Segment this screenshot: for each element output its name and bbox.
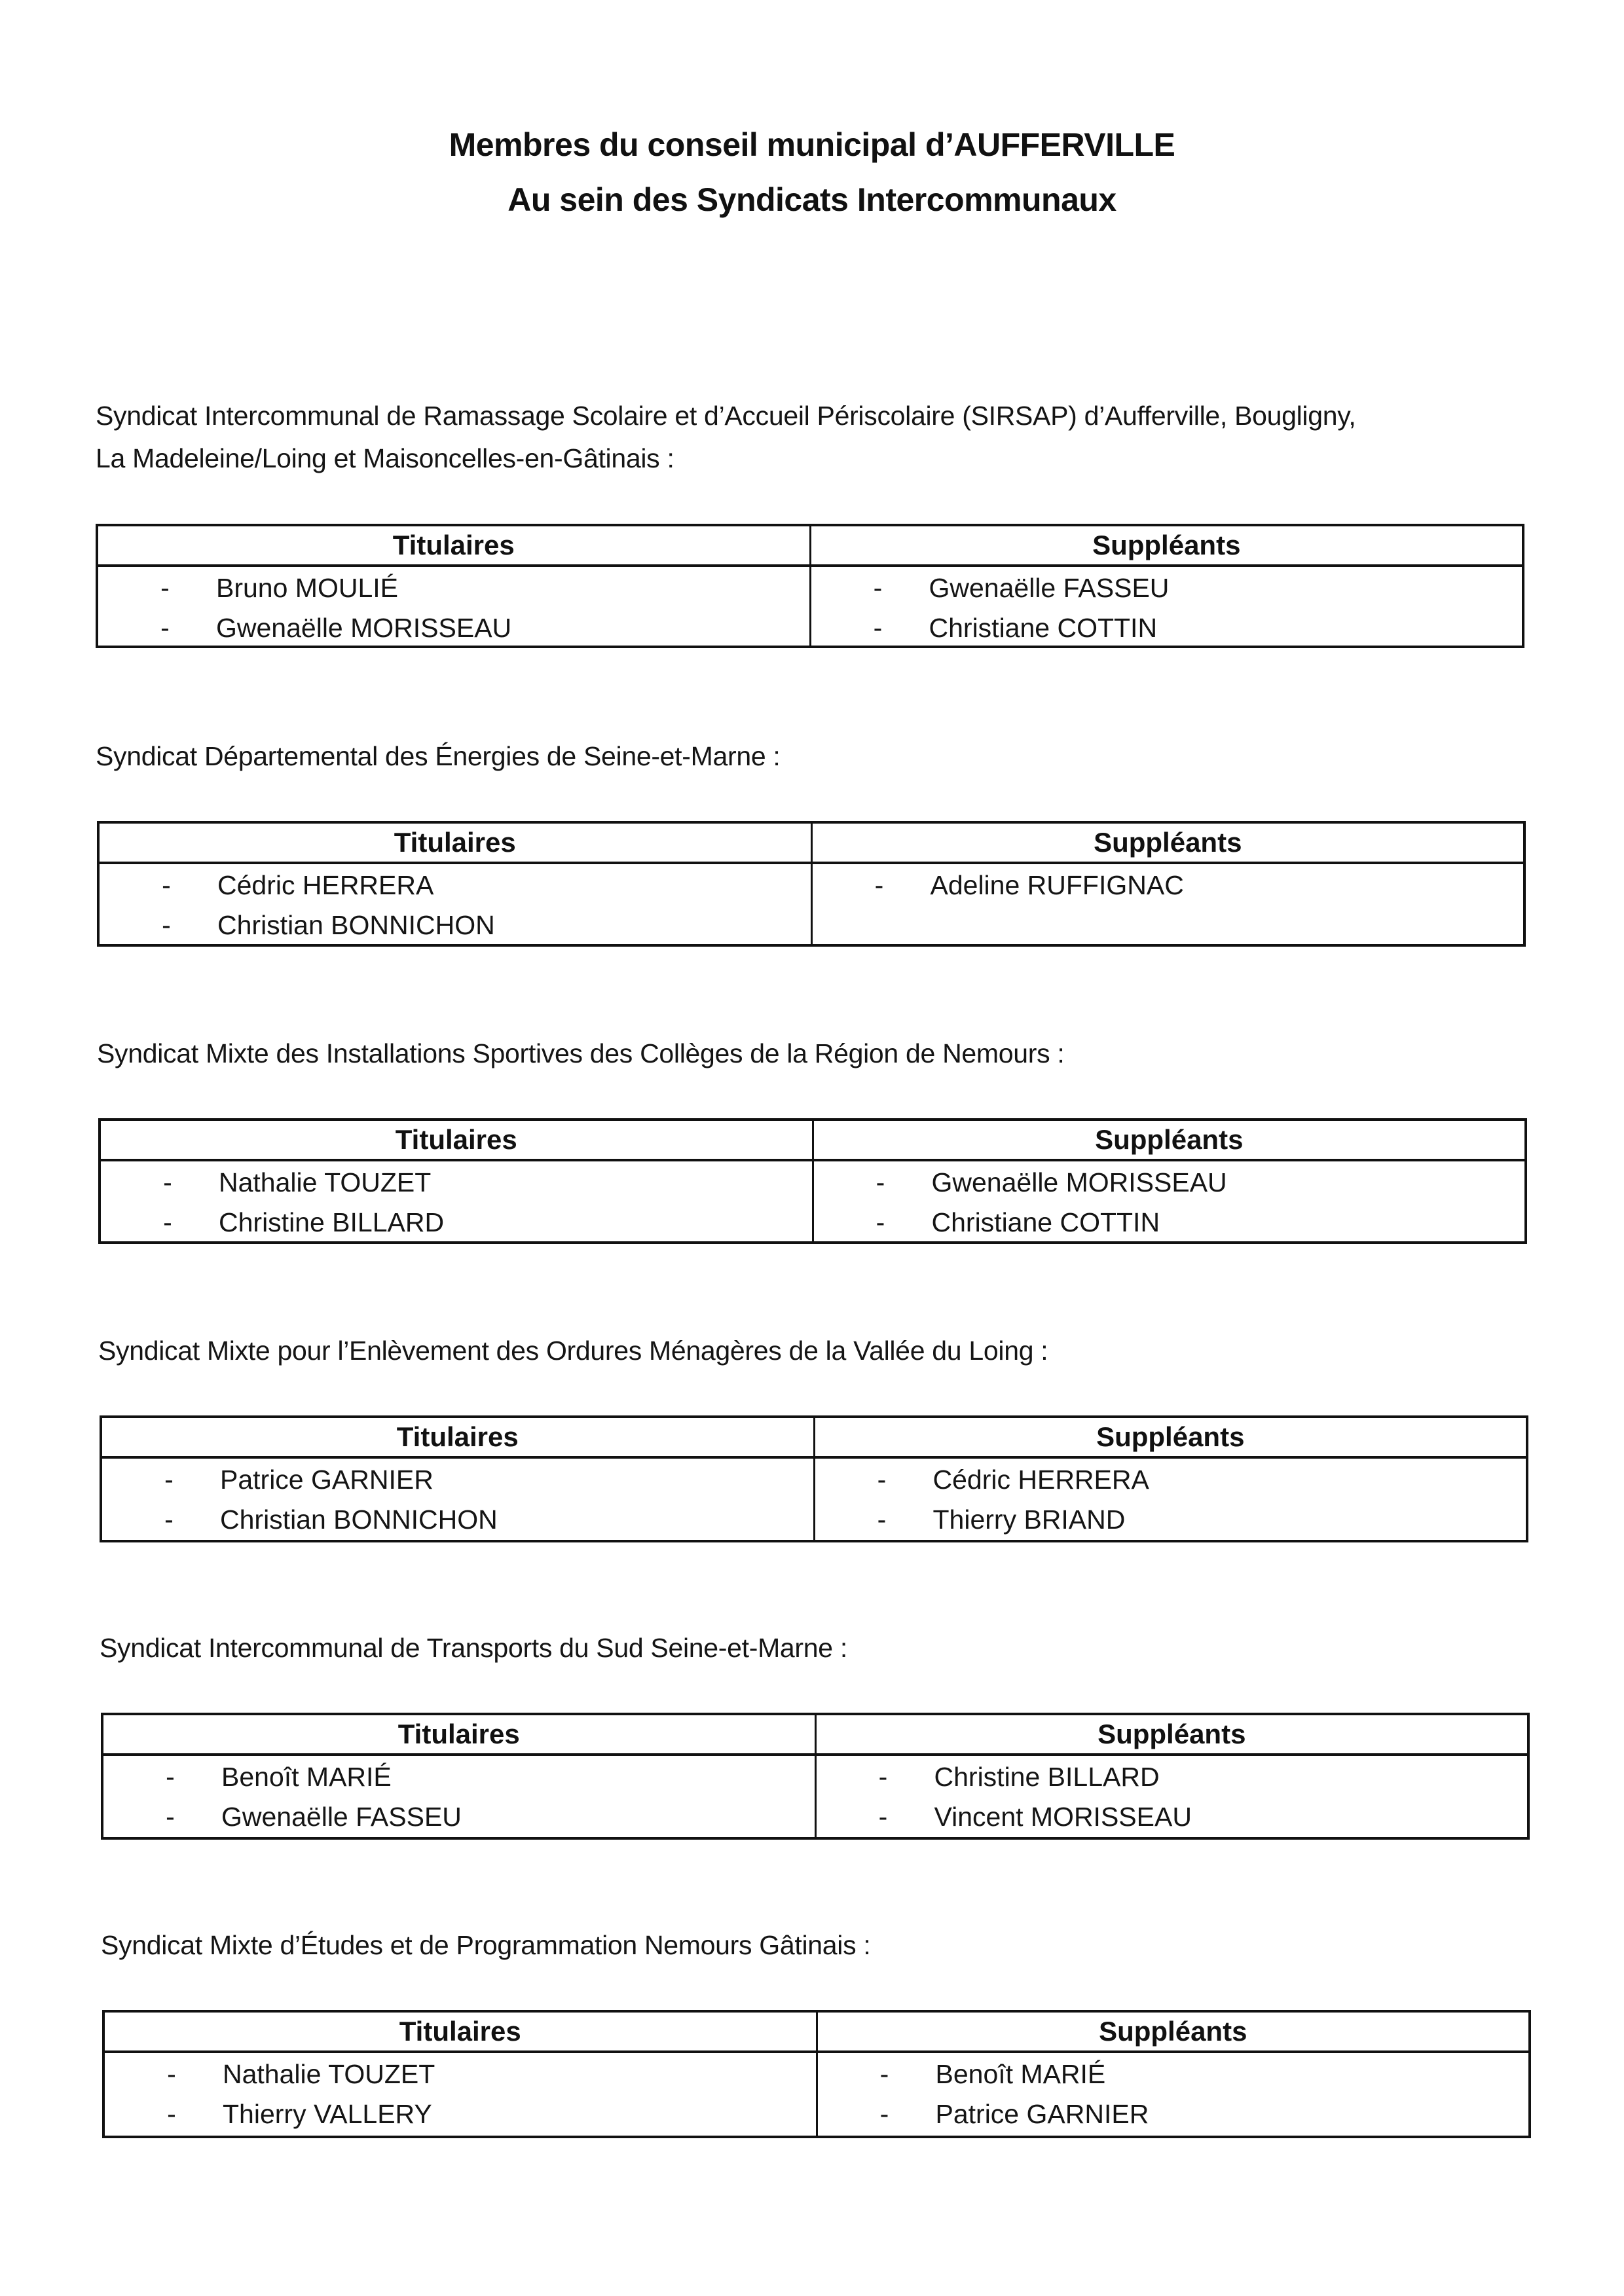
bullet-dash: -: [164, 1504, 174, 1535]
table-body: [100, 864, 1523, 944]
header-suppleants: Suppléants: [1094, 827, 1242, 858]
member-name: Nathalie TOUZET: [223, 2059, 435, 2089]
list-item: [813, 866, 1524, 905]
list-item: [811, 608, 1522, 648]
member-name: Christian BONNICHON: [220, 1504, 498, 1535]
table-body: [102, 1459, 1526, 1540]
list-item: [105, 2054, 816, 2094]
suppleants-column: [815, 1459, 1526, 1540]
section-heading-line2: La Madeleine/Loing et Maisoncelles-en-Gâtinais :: [96, 443, 674, 473]
section-heading: Syndicat Mixte pour l’Enlèvement des Ordures Ménagères de la Vallée du Loing :: [98, 1336, 1048, 1366]
bullet-dash: -: [879, 2099, 889, 2129]
members-table: [101, 1713, 1530, 1840]
section-heading: Syndicat Départemental des Énergies de Seine-et-Marne :: [96, 741, 781, 771]
titulaires-column: [100, 864, 813, 944]
list-item: [98, 568, 809, 608]
list-item: [818, 2054, 1529, 2094]
table-body: [105, 2053, 1528, 2136]
table-header: [102, 1418, 1526, 1459]
list-item: [817, 1797, 1528, 1837]
member-name: Christine BILLARD: [219, 1207, 445, 1237]
member-name: Christine BILLARD: [934, 1762, 1160, 1792]
member-name: Bruno MOULIÉ: [216, 573, 398, 603]
suppleants-column: [811, 567, 1522, 646]
table-header: [98, 526, 1522, 567]
members-table: [98, 1118, 1527, 1244]
header-titulaires: Titulaires: [105, 2013, 818, 2050]
bullet-dash: -: [877, 1504, 887, 1535]
member-name: Gwenaëlle MORISSEAU: [931, 1167, 1227, 1197]
list-item: [103, 1797, 815, 1837]
list-item: [817, 1757, 1528, 1797]
table-header: [100, 824, 1523, 864]
table-header: [103, 1715, 1527, 1756]
member-name: Christiane COTTIN: [929, 613, 1158, 643]
bullet-dash: -: [879, 2059, 889, 2089]
list-item: [100, 905, 811, 945]
list-item: [811, 568, 1522, 608]
list-item: [100, 866, 811, 905]
list-item: [814, 1163, 1525, 1203]
member-name: Patrice GARNIER: [220, 1465, 434, 1495]
document-subtitle: Au sein des Syndicats Intercommunaux: [507, 181, 1116, 218]
bullet-dash: -: [873, 613, 883, 643]
list-item: [101, 1203, 812, 1243]
bullet-dash: -: [876, 1207, 885, 1237]
member-name: Benoît MARIÉ: [935, 2059, 1106, 2089]
header-suppleants: Suppléants: [1096, 1421, 1245, 1452]
suppleants-column: [818, 2053, 1529, 2136]
list-item: [815, 1500, 1526, 1540]
bullet-dash: -: [163, 1207, 172, 1237]
titulaires-column: [98, 567, 811, 646]
table-header: [101, 1121, 1524, 1161]
table-body: [101, 1161, 1524, 1241]
member-name: Thierry VALLERY: [223, 2099, 432, 2129]
table-header: [105, 2013, 1528, 2053]
bullet-dash: -: [166, 1762, 175, 1792]
bullet-dash: -: [167, 2099, 176, 2129]
bullet-dash: -: [162, 910, 171, 940]
header-titulaires: Titulaires: [101, 1121, 814, 1159]
member-name: Christiane COTTIN: [931, 1207, 1160, 1237]
bullet-dash: -: [162, 870, 171, 900]
members-table: [97, 821, 1526, 947]
table-body: [98, 567, 1522, 646]
member-name: Gwenaëlle MORISSEAU: [216, 613, 512, 643]
list-item: [814, 1203, 1525, 1243]
bullet-dash: -: [878, 1762, 888, 1792]
titulaires-column: [103, 1756, 817, 1837]
header-suppleants: Suppléants: [1099, 2016, 1247, 2047]
member-name: Cédric HERRERA: [217, 870, 434, 900]
list-item: [98, 608, 809, 648]
member-name: Gwenaëlle FASSEU: [221, 1802, 462, 1832]
titulaires-column: [105, 2053, 818, 2136]
list-item: [103, 1757, 815, 1797]
members-table: [96, 524, 1524, 648]
titulaires-column: [101, 1161, 814, 1241]
members-table: [102, 2010, 1531, 2138]
bullet-dash: -: [163, 1167, 172, 1197]
header-titulaires: Titulaires: [103, 1715, 817, 1753]
section-heading: Syndicat Mixte des Installations Sportives des Collèges de la Région de Nemours :: [97, 1038, 1065, 1068]
bullet-dash: -: [167, 2059, 176, 2089]
bullet-dash: -: [874, 870, 884, 900]
list-item: [818, 2094, 1529, 2134]
member-name: Christian BONNICHON: [217, 910, 495, 940]
list-item: [102, 1500, 813, 1540]
member-name: Vincent MORISSEAU: [934, 1802, 1192, 1832]
document-title: Membres du conseil municipal d’AUFFERVILLE: [449, 126, 1175, 163]
bullet-dash: -: [160, 613, 170, 643]
table-body: [103, 1756, 1527, 1837]
bullet-dash: -: [878, 1802, 888, 1832]
header-titulaires: Titulaires: [98, 526, 811, 564]
member-name: Thierry BRIAND: [932, 1504, 1126, 1535]
members-table: [100, 1415, 1528, 1542]
header-suppleants: Suppléants: [1098, 1719, 1246, 1749]
bullet-dash: -: [164, 1465, 174, 1495]
member-name: Benoît MARIÉ: [221, 1762, 392, 1792]
section-heading: Syndicat Intercommunal de Transports du Sud Seine-et-Marne :: [100, 1633, 847, 1663]
bullet-dash: -: [877, 1465, 887, 1495]
member-name: Gwenaëlle FASSEU: [929, 573, 1170, 603]
suppleants-column: [817, 1756, 1528, 1837]
header-titulaires: Titulaires: [100, 824, 813, 862]
suppleants-column: [814, 1161, 1525, 1241]
member-name: Adeline RUFFIGNAC: [930, 870, 1184, 900]
list-item: [815, 1460, 1526, 1500]
bullet-dash: -: [166, 1802, 175, 1832]
member-name: Nathalie TOUZET: [219, 1167, 432, 1197]
titulaires-column: [102, 1459, 815, 1540]
member-name: Patrice GARNIER: [935, 2099, 1149, 2129]
bullet-dash: -: [873, 573, 883, 603]
header-titulaires: Titulaires: [102, 1418, 815, 1456]
section-heading: Syndicat Mixte d’Études et de Programmation Nemours Gâtinais :: [101, 1930, 871, 1960]
bullet-dash: -: [876, 1167, 885, 1197]
suppleants-column: [813, 864, 1524, 944]
bullet-dash: -: [160, 573, 170, 603]
member-name: Cédric HERRERA: [932, 1465, 1149, 1495]
list-item: [105, 2094, 816, 2134]
section-heading: Syndicat Intercommunal de Ramassage Scolaire et d’Accueil Périscolaire (SIRSAP) d’Aufferville, Bougligny,: [96, 401, 1356, 431]
list-item: [101, 1163, 812, 1203]
header-suppleants: Suppléants: [1095, 1124, 1244, 1155]
header-suppleants: Suppléants: [1092, 530, 1241, 560]
list-item: [102, 1460, 813, 1500]
